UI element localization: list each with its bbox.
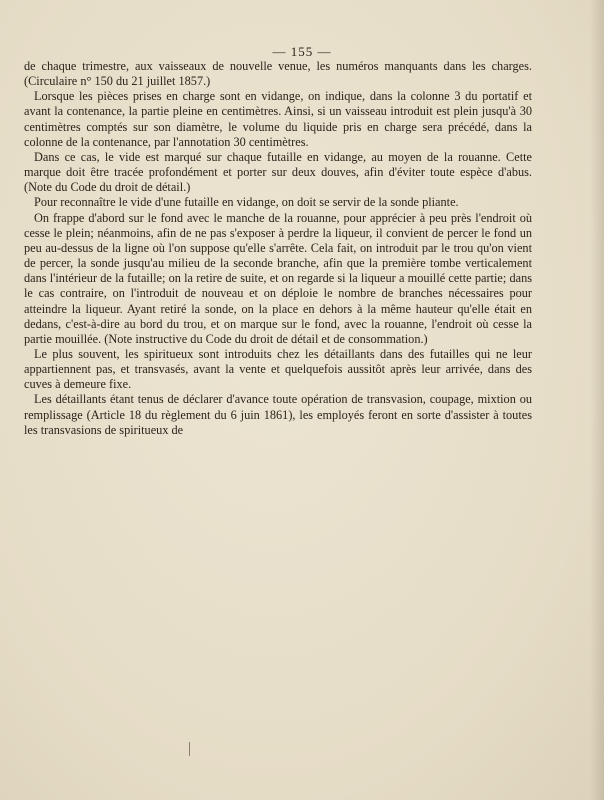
body-text	[24, 59, 532, 438]
page-edge-shadow	[590, 0, 604, 800]
ink-mark	[189, 742, 190, 756]
page-number-header: — 155 —	[272, 44, 332, 59]
paragraph-sonde-method: On frappe d'abord sur le fond avec le manche de la rouanne, pour apprécier à peu près l'endroit où cesse le plein; néanmoins, afin de ne pas s'exposer à perdre la liqueur, il convient de percer le fond un peu au-dessus de la ligne où l'on suppose qu'elle s'arrête. Cela fait, on introduit par le trou qu'on vient de percer, la sonde jusqu'au milieu de la seconde branche, afin que la première tombe verticalement dans l'intérieur de la futaille; on la retire de suite, et on regarde si la liqueur a mouillé cette partie; dans le cas contraire, on l'introduit de nouveau et on déploie le nombre de branches nécessaires pour atteindre la liqueur. Ayant retiré la sonde, on la place en dehors à la même hauteur qu'elle était en dedans, c'est-à-dire au bord du trou, et on marque sur le fond, avec la rouanne, l'endroit où cesse la partie mouillée. (Note instructive du Code du droit de détail et de consommation.)	[24, 210, 532, 346]
paragraph-sonde-pliante: Pour reconnaître le vide d'une futaille en vidange, on doit se servir de la sonde pliante.	[34, 195, 459, 210]
paragraph-partie-pleine: Lorsque les pièces prises en charge sont en vidange, on indique, dans la colonne 3 du portatif et avant la contenance, la partie pleine en centimètres. Ainsi, si un vaisseau introduit est plein jusqu'à 30 centimètres comptés sur son diamètre, le volume du liquide pris en charge sera précédé, dans la colonne de la contenance, par l'annotation 30 centimètres.	[24, 89, 532, 149]
paragraph-spiritueux: Le plus souvent, les spiritueux sont introduits chez les détaillants dans des futailles qui ne leur appartiennent pas, et transvasés, avant la vente et quelquefois aussitôt après leur arrivée, dans des cuves à demeure fixe.	[24, 346, 532, 392]
paragraph-continuation: de chaque trimestre, aux vaisseaux de nouvelle venue, les numéros manquants dans les charges. (Circulaire n° 150 du 21 juillet 1857.)	[24, 59, 532, 89]
paragraph-rouanne-mark: Dans ce cas, le vide est marqué sur chaque futaille en vidange, au moyen de la rouanne. Cette marque doit être tracée profondément et porter sur deux douves, afin d'éviter toute espèce d'abus. (Note du Code du droit de détail.)	[24, 149, 532, 195]
paragraph-transvasions: Les détaillants étant tenus de déclarer d'avance toute opération de transvasion, coupage, mixtion ou remplissage (Article 18 du règlement du 6 juin 1861), les employés feront en sorte d'assister à toutes les transvasions de spiritueux de	[24, 392, 532, 437]
